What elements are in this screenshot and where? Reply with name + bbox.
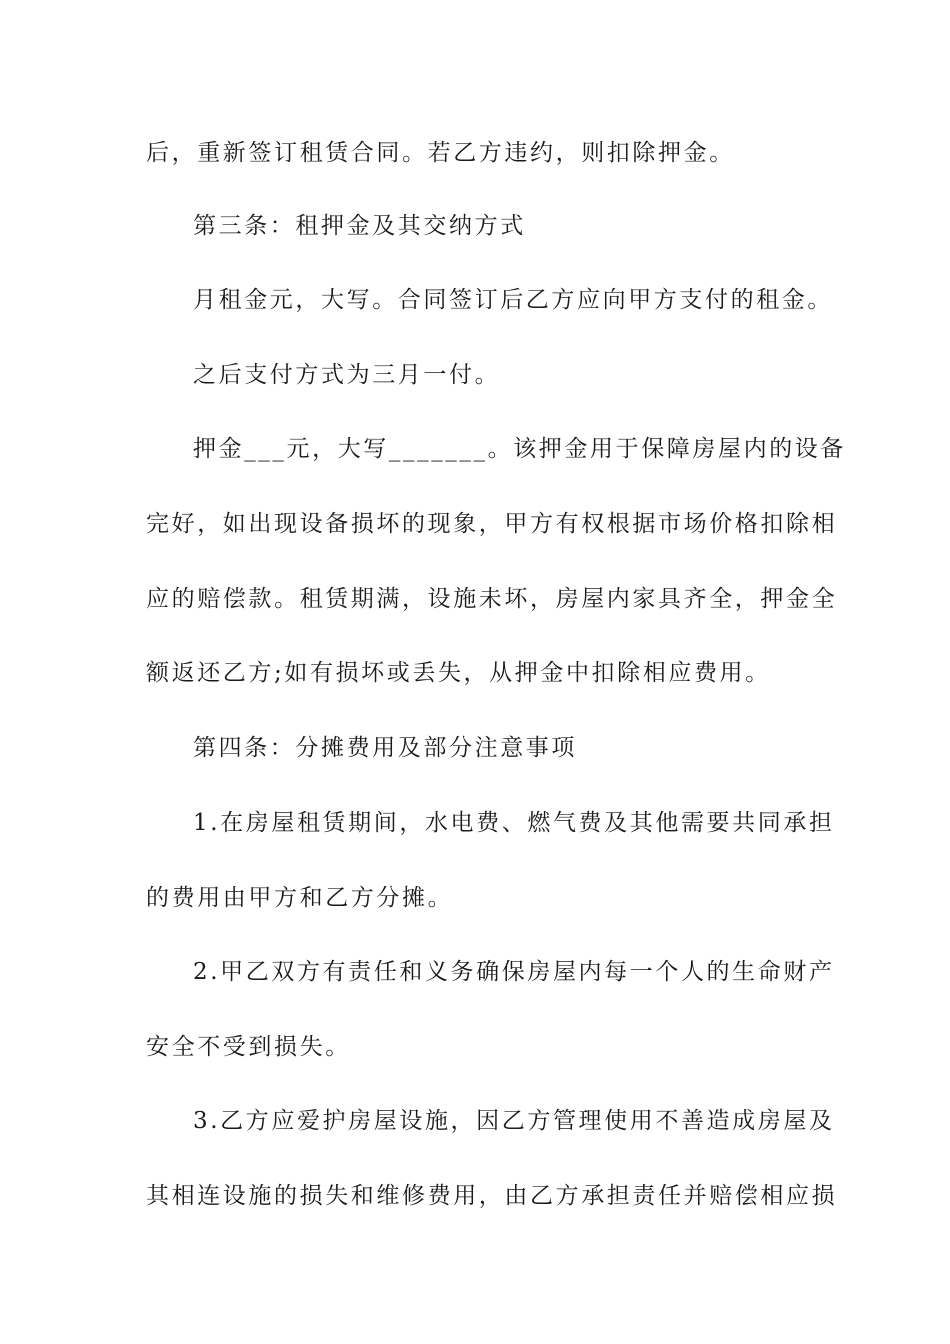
text-line: 后，重新签订租赁合同。若乙方违约，则扣除押金。 bbox=[146, 140, 735, 166]
text-line: 押金___元，大写_______。该押金用于保障房屋内的设备 bbox=[193, 436, 846, 462]
text-line: 其相连设施的损失和维修费用，由乙方承担责任并赔偿相应损 bbox=[146, 1183, 838, 1209]
list-item: 1.在房屋租赁期间，水电费、燃气费及其他需要共同承担 bbox=[193, 810, 835, 836]
text-line: 应的赔偿款。租赁期满，设施未坏，房屋内家具齐全，押金全 bbox=[146, 586, 838, 612]
article-heading: 第三条：租押金及其交纳方式 bbox=[193, 213, 526, 239]
text-line: 完好，如出现设备损坏的现象，甲方有权根据市场价格扣除相 bbox=[146, 511, 838, 537]
text-line: 之后支付方式为三月一付。 bbox=[193, 362, 501, 388]
list-item: 2.甲乙双方有责任和义务确保房屋内每一个人的生命财产 bbox=[193, 959, 835, 985]
text-line: 额返还乙方;如有损坏或丢失，从押金中扣除相应费用。 bbox=[146, 660, 771, 686]
article-heading: 第四条：分摊费用及部分注意事项 bbox=[193, 735, 577, 761]
list-item: 3.乙方应爱护房屋设施，因乙方管理使用不善造成房屋及 bbox=[193, 1108, 835, 1134]
text-line: 安全不受到损失。 bbox=[146, 1034, 351, 1060]
text-line: 的费用由甲方和乙方分摊。 bbox=[146, 885, 454, 911]
text-line: 月租金元，大写。合同签订后乙方应向甲方支付的租金。 bbox=[193, 287, 833, 313]
